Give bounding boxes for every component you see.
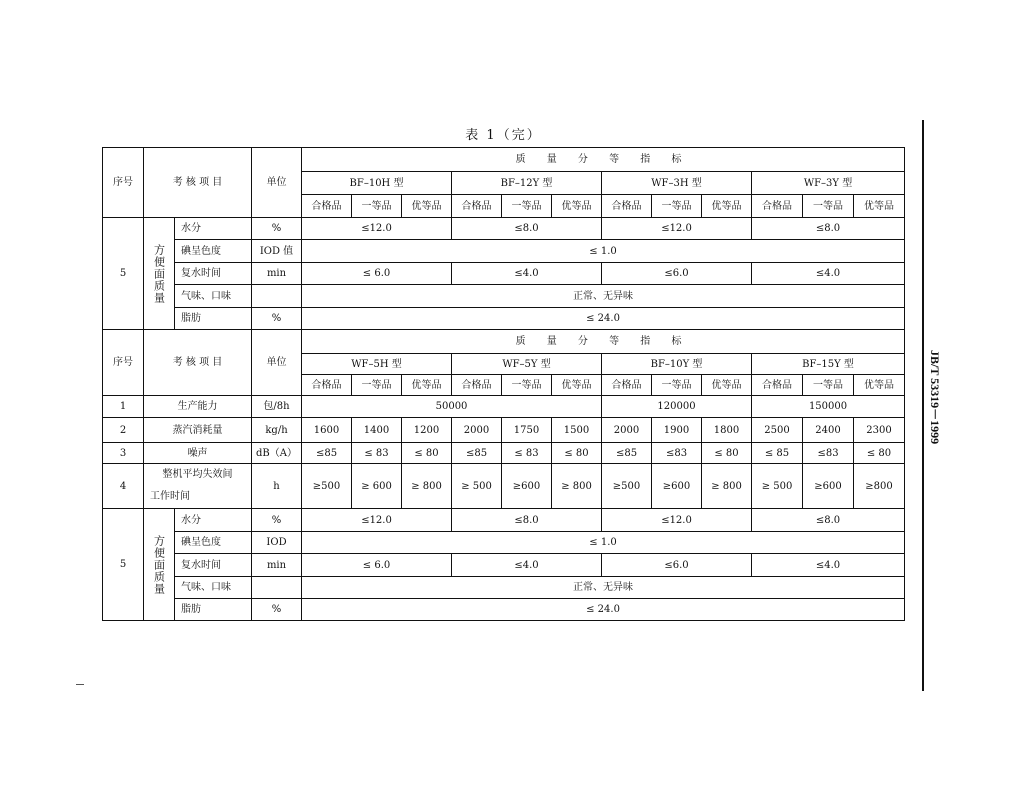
row-unit: kg/h	[252, 418, 302, 443]
grade-header: 合格品	[752, 195, 803, 218]
table-row	[103, 509, 905, 532]
quality-table	[102, 147, 905, 621]
col-header-unit: 单位	[252, 148, 302, 218]
col-header-item: 考 核 项 目	[144, 330, 252, 396]
cell-value: ≤ 80	[402, 443, 452, 464]
grade-header: 一等品	[803, 375, 854, 396]
model-header: BF–15Y 型	[752, 354, 905, 375]
model-header: WF–5Y 型	[452, 354, 602, 375]
grade-header: 优等品	[552, 375, 602, 396]
cell-value: ≥ 800	[702, 464, 752, 509]
model-header: WF–3Y 型	[752, 172, 905, 195]
cell-value: ≤ 24.0	[302, 599, 905, 621]
table-row	[103, 464, 905, 509]
cell-value: ≤8.0	[752, 218, 905, 240]
row-item: 蒸汽消耗量	[144, 418, 252, 443]
row-no: 5	[103, 509, 144, 621]
cell-value: ≤85	[452, 443, 502, 464]
scan-mark	[76, 684, 84, 685]
model-header: WF–3H 型	[602, 172, 752, 195]
cell-value: ≤12.0	[602, 218, 752, 240]
cell-value: ≤6.0	[602, 554, 752, 577]
cell-value: ≤4.0	[452, 554, 602, 577]
row-item: 碘呈色度	[175, 532, 252, 554]
table-row	[103, 218, 905, 240]
cell-value: ≥ 800	[402, 464, 452, 509]
cell-value: ≥ 600	[352, 464, 402, 509]
cell-value: ≤12.0	[302, 218, 452, 240]
row-unit: %	[252, 308, 302, 330]
row-no: 2	[103, 418, 144, 443]
cell-value: ≥500	[302, 464, 352, 509]
col-header-item: 考 核 项 目	[144, 148, 252, 218]
table-row	[103, 532, 905, 554]
row-unit: %	[252, 218, 302, 240]
row-unit: min	[252, 263, 302, 285]
grade-header: 一等品	[803, 195, 854, 218]
page-edge-rule	[922, 120, 924, 691]
grade-header: 合格品	[302, 195, 352, 218]
grade-header: 一等品	[502, 375, 552, 396]
row-item: 复水时间	[175, 263, 252, 285]
cell-value: 1500	[552, 418, 602, 443]
col-header-no: 序号	[103, 148, 144, 218]
row-unit: %	[252, 599, 302, 621]
col-header-quality: 质 量 分 等 指 标	[302, 148, 905, 172]
row-item: 气味、口味	[175, 577, 252, 599]
row-item: 脂肪	[175, 599, 252, 621]
grade-header: 优等品	[402, 195, 452, 218]
table-row	[103, 554, 905, 577]
grade-header: 优等品	[702, 375, 752, 396]
row-unit: dB（A）	[252, 443, 302, 464]
row-no: 1	[103, 396, 144, 418]
cell-value: ≤ 6.0	[302, 263, 452, 285]
row-unit: min	[252, 554, 302, 577]
cell-value: 150000	[752, 396, 905, 418]
table-caption: 表 1（完）	[465, 128, 542, 143]
cell-value: ≤4.0	[752, 554, 905, 577]
cell-value: ≤ 80	[552, 443, 602, 464]
grade-header: 优等品	[402, 375, 452, 396]
cell-value: ≥ 800	[552, 464, 602, 509]
row-unit: h	[252, 464, 302, 509]
grade-header: 合格品	[602, 195, 652, 218]
model-header: BF–10H 型	[302, 172, 452, 195]
table-row	[103, 240, 905, 263]
table-row	[103, 418, 905, 443]
cell-value: ≤4.0	[452, 263, 602, 285]
row-item: 生产能力	[144, 396, 252, 418]
cell-value: 正常、无异味	[302, 577, 905, 599]
cell-value: 2500	[752, 418, 803, 443]
row-unit: IOD 值	[252, 240, 302, 263]
cell-value: 1750	[502, 418, 552, 443]
table-row	[103, 577, 905, 599]
grade-header: 一等品	[352, 195, 402, 218]
standard-code: JB/T 53319－1999	[928, 350, 942, 445]
grade-header: 一等品	[652, 195, 702, 218]
grade-header: 合格品	[302, 375, 352, 396]
grade-header: 合格品	[452, 375, 502, 396]
grade-header: 优等品	[552, 195, 602, 218]
cell-value: ≥600	[652, 464, 702, 509]
col-header-no: 序号	[103, 330, 144, 396]
cell-value: ≤ 1.0	[302, 240, 905, 263]
row-unit	[252, 577, 302, 599]
cell-value: ≥ 500	[452, 464, 502, 509]
cell-value: ≤ 83	[352, 443, 402, 464]
cell-value: ≤8.0	[452, 509, 602, 532]
col-header-unit: 单位	[252, 330, 302, 396]
cell-value: 1900	[652, 418, 702, 443]
row-group: 方便面质量	[144, 218, 175, 330]
table-row	[103, 285, 905, 308]
cell-value: ≤ 6.0	[302, 554, 452, 577]
grade-header: 一等品	[352, 375, 402, 396]
cell-value: ≤ 24.0	[302, 308, 905, 330]
table-row	[103, 443, 905, 464]
cell-value: 2000	[602, 418, 652, 443]
cell-value: ≥600	[502, 464, 552, 509]
table-row	[103, 599, 905, 621]
cell-value: ≤6.0	[602, 263, 752, 285]
row-unit	[252, 285, 302, 308]
grade-header: 合格品	[602, 375, 652, 396]
row-item-line1: 整机平均失效间	[162, 469, 233, 480]
cell-value: ≥ 500	[752, 464, 803, 509]
cell-value: ≤ 80	[854, 443, 905, 464]
cell-value: ≤85	[602, 443, 652, 464]
row-no: 4	[103, 464, 144, 509]
model-header: BF–10Y 型	[602, 354, 752, 375]
grade-header: 一等品	[652, 375, 702, 396]
cell-value: ≥600	[803, 464, 854, 509]
row-item: 碘呈色度	[175, 240, 252, 263]
cell-value: 2400	[803, 418, 854, 443]
cell-value: ≤8.0	[452, 218, 602, 240]
cell-value: 120000	[602, 396, 752, 418]
table-row	[103, 396, 905, 418]
cell-value: ≤4.0	[752, 263, 905, 285]
cell-value: ≤ 85	[752, 443, 803, 464]
col-header-quality: 质 量 分 等 指 标	[302, 330, 905, 354]
row-item: 复水时间	[175, 554, 252, 577]
cell-value: ≤8.0	[752, 509, 905, 532]
row-item: 水分	[175, 218, 252, 240]
table-row	[103, 308, 905, 330]
row-item	[144, 464, 252, 509]
cell-value: 2000	[452, 418, 502, 443]
row-item: 水分	[175, 509, 252, 532]
grade-header: 一等品	[502, 195, 552, 218]
table-row	[103, 263, 905, 285]
cell-value: 2300	[854, 418, 905, 443]
cell-value: ≤12.0	[302, 509, 452, 532]
model-header: WF–5H 型	[302, 354, 452, 375]
cell-value: ≤83	[652, 443, 702, 464]
cell-value: ≤ 83	[502, 443, 552, 464]
cell-value: 50000	[302, 396, 602, 418]
grade-header: 优等品	[854, 195, 905, 218]
grade-header: 优等品	[854, 375, 905, 396]
header-row	[103, 148, 905, 172]
row-unit: 包/8h	[252, 396, 302, 418]
grade-header: 合格品	[452, 195, 502, 218]
header-row	[103, 330, 905, 354]
row-item: 噪声	[144, 443, 252, 464]
cell-value: ≤85	[302, 443, 352, 464]
grade-header: 合格品	[752, 375, 803, 396]
row-item-line2: 工作时间	[150, 491, 190, 502]
cell-value: 1400	[352, 418, 402, 443]
cell-value: 1800	[702, 418, 752, 443]
cell-value: ≤ 1.0	[302, 532, 905, 554]
cell-value: 正常、无异味	[302, 285, 905, 308]
cell-value: ≥500	[602, 464, 652, 509]
grade-header: 优等品	[702, 195, 752, 218]
row-no: 5	[103, 218, 144, 330]
cell-value: ≤83	[803, 443, 854, 464]
cell-value: ≤ 80	[702, 443, 752, 464]
cell-value: 1600	[302, 418, 352, 443]
cell-value: 1200	[402, 418, 452, 443]
model-header: BF–12Y 型	[452, 172, 602, 195]
row-item: 脂肪	[175, 308, 252, 330]
cell-value: ≤12.0	[602, 509, 752, 532]
row-item: 气味、口味	[175, 285, 252, 308]
row-unit: %	[252, 509, 302, 532]
row-group: 方便面质量	[144, 509, 175, 621]
row-no: 3	[103, 443, 144, 464]
cell-value: ≥800	[854, 464, 905, 509]
row-unit: IOD	[252, 532, 302, 554]
